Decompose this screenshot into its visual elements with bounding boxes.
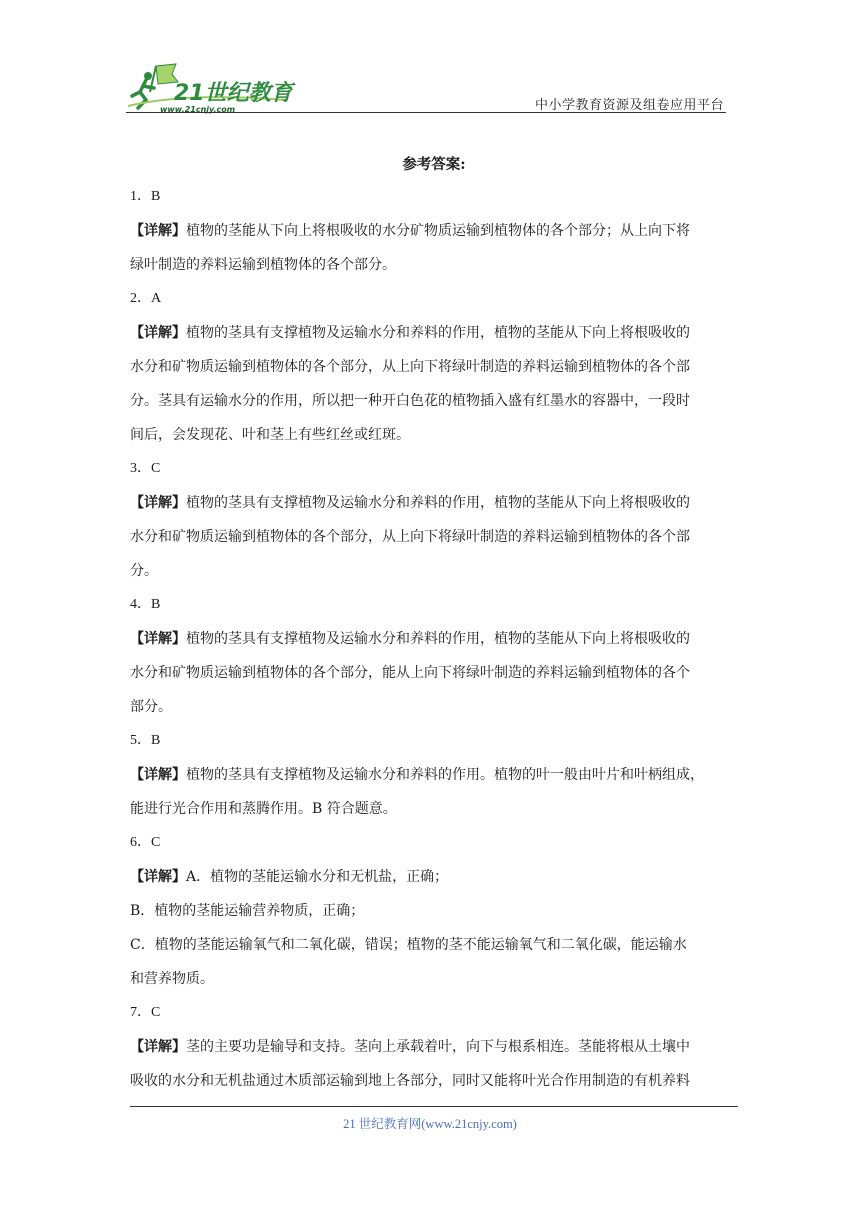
platform-name: 中小学教育资源及组卷应用平台 [534, 98, 724, 113]
explanation-line [130, 486, 730, 520]
explanation-line [130, 248, 730, 282]
header-divider [126, 112, 726, 113]
explanation-text: 分。茎具有运输水分的作用，所以把一种开白色花的植物插入盛有红墨水的容器中，一段时 [130, 393, 690, 409]
explanation-line [130, 520, 730, 554]
explanation-text: 茎的主要功是输导和支持。茎向上承载着叶，向下与根系相连。茎能将根从土壤中 [186, 1039, 690, 1055]
detail-tag: 【详解】 [130, 325, 186, 341]
explanation-text: 间后，会发现花、叶和茎上有些红丝或红斑。 [130, 427, 410, 443]
explanation-text: C．植物的茎能运输氧气和二氧化碳，错误；植物的茎不能运输氧气和二氧化碳，能运输水 [130, 937, 687, 953]
detail-tag: 【详解】 [130, 631, 186, 647]
explanation-line [130, 418, 730, 452]
explanation-text: 分。 [130, 563, 158, 579]
explanation-line [130, 554, 730, 588]
page-title: 参考答案: [402, 156, 466, 173]
answer-list [130, 180, 730, 1098]
explanation-text: 能进行光合作用和蒸腾作用。B 符合题意。 [130, 801, 397, 817]
detail-tag: 【详解】 [130, 495, 186, 511]
detail-tag: 【详解】 [130, 1039, 186, 1055]
detail-tag: 【详解】 [130, 767, 186, 783]
explanation-text: 部分。 [130, 699, 172, 715]
explanation-line [130, 860, 730, 894]
explanation-text: 吸收的水分和无机盐通过木质部运输到地上各部分，同时又能将叶光合作用制造的有机养料 [130, 1073, 690, 1089]
answer-number: 2．A [130, 291, 162, 306]
explanation-line [130, 1030, 730, 1064]
21cnjy-logo-icon [126, 62, 296, 114]
svg-text:www.21cnjy.com: www.21cnjy.com [160, 105, 236, 114]
explanation-line [130, 962, 730, 996]
explanation-line [130, 384, 730, 418]
explanation-text: 水分和矿物质运输到植物体的各个部分，能从上向下将绿叶制造的养料运输到植物体的各个 [130, 665, 690, 681]
footer-divider [130, 1106, 738, 1107]
detail-tag: 【详解】 [130, 223, 186, 239]
explanation-line [130, 656, 730, 690]
explanation-line [130, 758, 730, 792]
page-header [126, 62, 726, 114]
explanation-text: 水分和矿物质运输到植物体的各个部分，从上向下将绿叶制造的养料运输到植物体的各个部 [130, 529, 690, 545]
answer-content [130, 150, 730, 1098]
footer-text: 21 世纪教育网(www.21cnjy.com) [343, 1117, 517, 1131]
explanation-line [130, 1064, 730, 1098]
explanation-text: 绿叶制造的养料运输到植物体的各个部分。 [130, 257, 396, 273]
explanation-text: 水分和矿物质运输到植物体的各个部分，从上向下将绿叶制造的养料运输到植物体的各个部 [130, 359, 690, 375]
explanation-line [130, 792, 730, 826]
explanation-line [130, 894, 730, 928]
explanation-text: B．植物的茎能运输营养物质，正确； [130, 903, 365, 919]
answer-number: 1．B [130, 189, 161, 204]
explanation-text: 和营养物质。 [130, 971, 214, 987]
explanation-line [130, 690, 730, 724]
explanation-line [130, 928, 730, 962]
explanation-text: 植物的茎能从下向上将根吸收的水分矿物质运输到植物体的各个部分；从上向下将 [186, 223, 690, 239]
explanation-text: A．植物的茎能运输水分和无机盐，正确； [186, 869, 449, 885]
answer-number: 4．B [130, 597, 161, 612]
detail-tag: 【详解】 [130, 869, 186, 885]
explanation-line [130, 214, 730, 248]
explanation-text: 植物的茎具有支撑植物及运输水分和养料的作用，植物的茎能从下向上将根吸收的 [186, 631, 690, 647]
answer-number: 7．C [130, 1005, 161, 1020]
answer-number: 3．C [130, 461, 161, 476]
answer-number: 5．B [130, 733, 161, 748]
explanation-text: 植物的茎具有支撑植物及运输水分和养料的作用，植物的茎能从下向上将根吸收的 [186, 325, 690, 341]
explanation-text: 植物的茎具有支撑植物及运输水分和养料的作用，植物的茎能从下向上将根吸收的 [186, 495, 690, 511]
explanation-line [130, 316, 730, 350]
answer-number: 6．C [130, 835, 161, 850]
explanation-line [130, 350, 730, 384]
svg-text:21世纪教育: 21世纪教育 [174, 81, 293, 106]
explanation-text: 植物的茎具有支撑植物及运输水分和养料的作用。植物的叶一般由叶片和叶柄组成， [186, 767, 704, 783]
explanation-line [130, 622, 730, 656]
